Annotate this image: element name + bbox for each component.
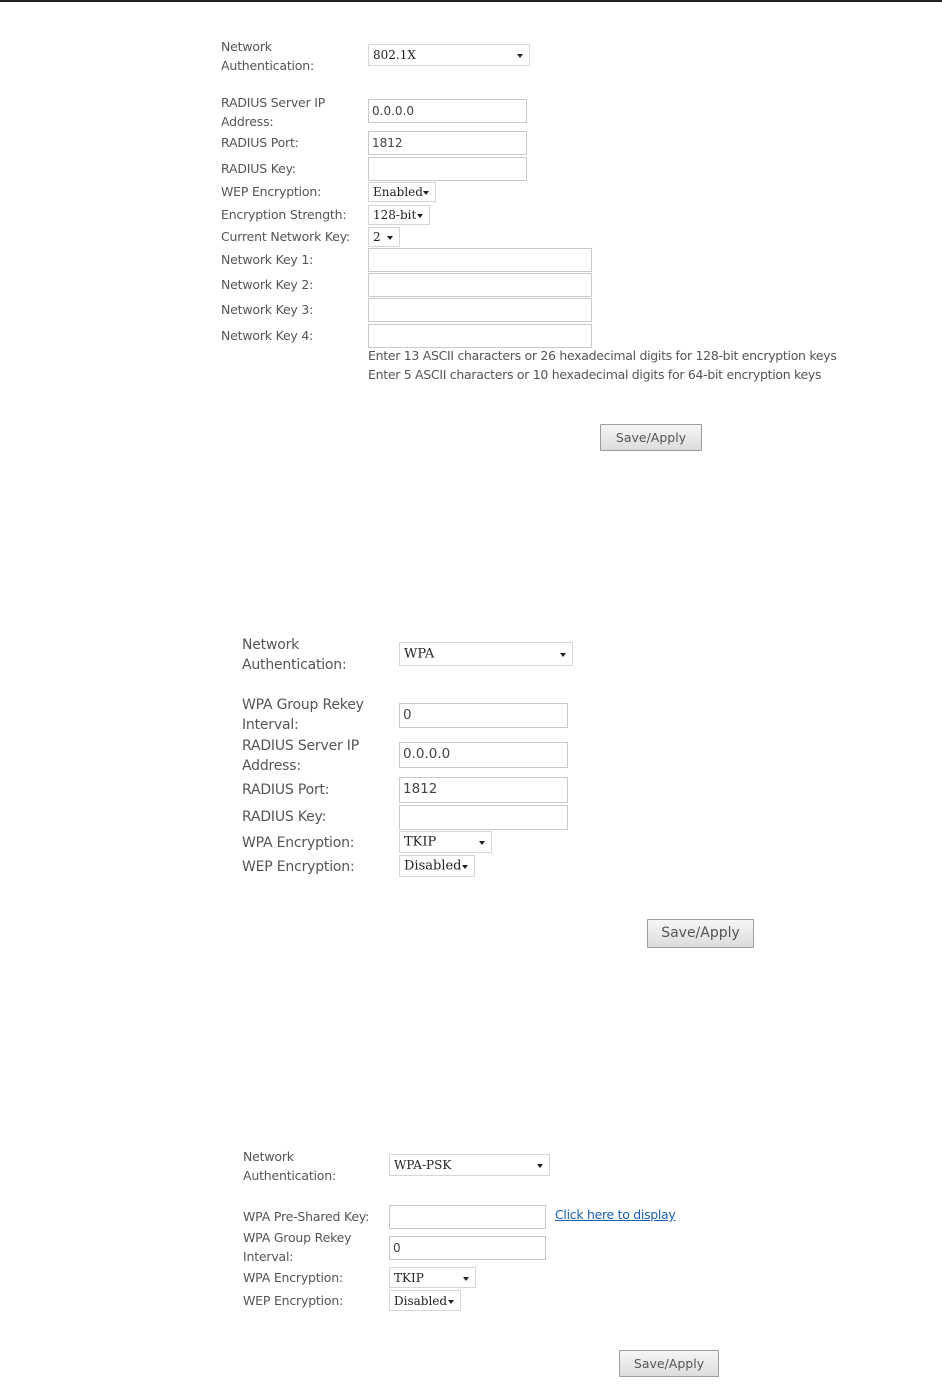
wpa-encryption-label: WPA Encryption: [242, 835, 355, 851]
save-apply-button[interactable]: Save/Apply [600, 424, 702, 451]
encryption-strength-label: Encryption Strength: [221, 207, 347, 222]
chevron-down-icon [517, 54, 523, 58]
network-auth-label: Network Authentication: [242, 637, 347, 673]
current-network-key-label: Current Network Key: [221, 229, 351, 244]
top-border-line [0, 0, 942, 2]
network-auth-label: Network Authentication: [221, 39, 314, 73]
save-apply-button[interactable]: Save/Apply [619, 1350, 719, 1377]
wep-encryption-label: WEP Encryption: [243, 1293, 344, 1308]
network-key-4-input[interactable] [368, 324, 592, 348]
chevron-down-icon [479, 841, 485, 845]
wpa-encryption-select[interactable]: TKIP [399, 831, 492, 853]
chevron-down-icon [462, 865, 468, 869]
radius-port-input[interactable]: 1812 [399, 777, 568, 803]
network-key-2-input[interactable] [368, 273, 592, 297]
chevron-down-icon [423, 191, 429, 195]
chevron-down-icon [560, 653, 566, 657]
radius-ip-label: RADIUS Server IP Address: [221, 95, 326, 129]
pre-shared-key-label: WPA Pre-Shared Key: [243, 1209, 370, 1224]
radius-ip-input[interactable]: 0.0.0.0 [368, 99, 527, 123]
group-rekey-label: WPA Group Rekey Interval: [243, 1230, 352, 1264]
network-auth-select[interactable]: WPA [399, 642, 573, 666]
wep-encryption-select[interactable]: Enabled [368, 182, 436, 202]
group-rekey-label: WPA Group Rekey Interval: [242, 697, 364, 733]
radius-port-input[interactable]: 1812 [368, 131, 527, 155]
chevron-down-icon [387, 236, 393, 240]
pre-shared-key-input[interactable] [389, 1205, 546, 1229]
network-key-3-input[interactable] [368, 298, 592, 322]
network-key-2-label: Network Key 2: [221, 277, 314, 292]
encryption-strength-select[interactable]: 128-bit [368, 205, 430, 225]
radius-key-input[interactable] [368, 157, 527, 181]
radius-ip-label: RADIUS Server IP Address: [242, 738, 359, 774]
radius-key-label: RADIUS Key: [221, 161, 296, 176]
radius-ip-input[interactable]: 0.0.0.0 [399, 742, 568, 768]
chevron-down-icon [417, 214, 423, 218]
chevron-down-icon [537, 1164, 543, 1168]
wep-encryption-label: WEP Encryption: [242, 859, 355, 875]
wpa-encryption-select[interactable]: TKIP [389, 1267, 476, 1288]
chevron-down-icon [463, 1277, 469, 1281]
wep-encryption-select[interactable]: Disabled [389, 1290, 461, 1311]
group-rekey-input[interactable]: 0 [399, 703, 568, 728]
display-key-link[interactable]: Click here to display [555, 1207, 676, 1222]
hint-64bit: Enter 5 ASCII characters or 10 hexadecimal digits for 64-bit encryption keys [368, 367, 822, 382]
wpa-encryption-label: WPA Encryption: [243, 1270, 343, 1285]
chevron-down-icon [448, 1300, 454, 1304]
group-rekey-input[interactable]: 0 [389, 1236, 546, 1260]
radius-key-input[interactable] [399, 805, 568, 830]
hint-128bit: Enter 13 ASCII characters or 26 hexadecimal digits for 128-bit encryption keys [368, 348, 837, 363]
network-auth-select[interactable]: 802.1X [368, 44, 530, 66]
network-auth-select[interactable]: WPA-PSK [389, 1154, 550, 1176]
radius-port-label: RADIUS Port: [242, 782, 330, 798]
save-apply-button[interactable]: Save/Apply [647, 919, 754, 948]
network-key-4-label: Network Key 4: [221, 328, 314, 343]
wep-encryption-label: WEP Encryption: [221, 184, 322, 199]
wep-encryption-select[interactable]: Disabled [399, 855, 475, 877]
network-key-1-input[interactable] [368, 248, 592, 272]
network-key-1-label: Network Key 1: [221, 252, 314, 267]
network-auth-label: Network Authentication: [243, 1149, 336, 1183]
network-key-3-label: Network Key 3: [221, 302, 314, 317]
radius-port-label: RADIUS Port: [221, 135, 299, 150]
radius-key-label: RADIUS Key: [242, 809, 327, 825]
current-network-key-select[interactable]: 2 [368, 227, 400, 247]
